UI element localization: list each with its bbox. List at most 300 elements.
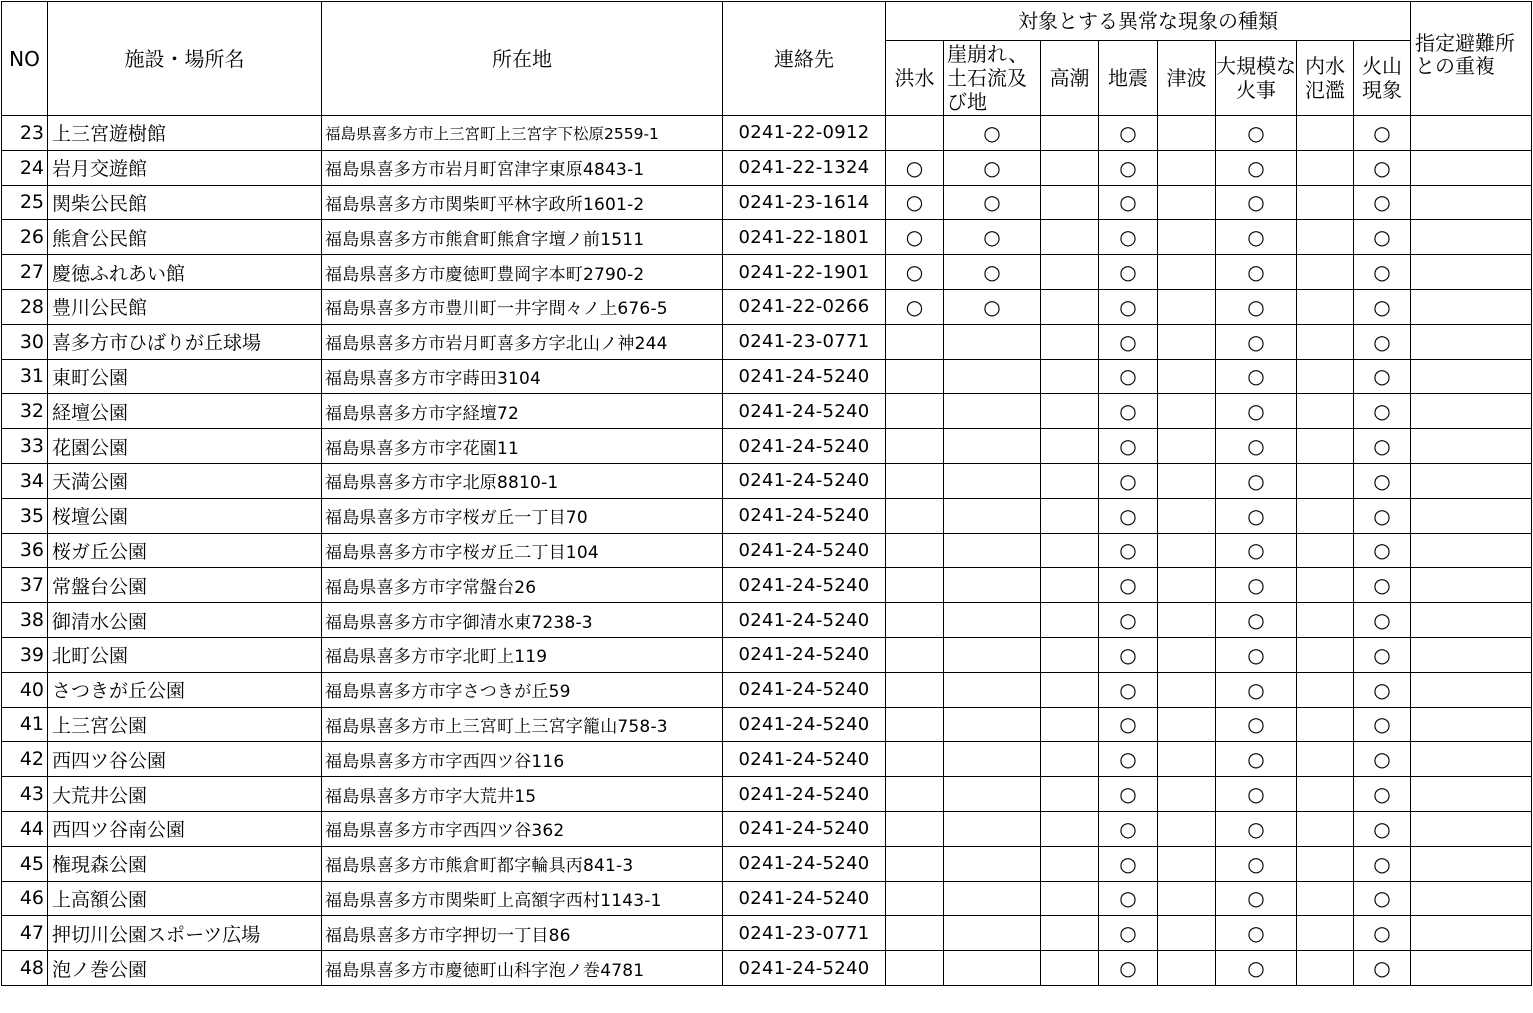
table-row [2, 916, 1532, 951]
row-no: 34 [2, 463, 48, 498]
contact-phone: 0241-23-0771 [723, 324, 886, 359]
facility-address: 福島県喜多方市字西四ツ谷116 [322, 742, 723, 777]
hazard-cell-empty [944, 846, 1041, 881]
hazard-mark: ○ [1354, 429, 1411, 464]
hazard-cell-empty [1041, 568, 1099, 603]
facility-name: 西四ツ谷公園 [48, 742, 322, 777]
facility-address: 福島県喜多方市字北町上119 [322, 637, 723, 672]
facility-name: 上三宮遊樹館 [48, 116, 322, 151]
hazard-mark: ○ [886, 255, 944, 290]
overlap-cell [1411, 707, 1532, 742]
hazard-mark: ○ [1216, 951, 1297, 986]
facility-address: 福島県喜多方市字大荒井15 [322, 777, 723, 812]
hazard-mark: ○ [1099, 916, 1158, 951]
header-facility: 施設・場所名 [48, 2, 322, 116]
hazard-mark: ○ [886, 150, 944, 185]
row-no: 26 [2, 220, 48, 255]
hazard-mark: ○ [1099, 637, 1158, 672]
hazard-mark: ○ [1354, 951, 1411, 986]
hazard-cell-empty [1041, 116, 1099, 151]
row-no: 38 [2, 603, 48, 638]
hazard-mark: ○ [944, 150, 1041, 185]
hazard-cell-empty [944, 742, 1041, 777]
facility-name: 常盤台公園 [48, 568, 322, 603]
hazard-cell-empty [886, 568, 944, 603]
hazard-cell-empty [944, 916, 1041, 951]
hazard-cell-empty [1297, 289, 1354, 324]
hazard-mark: ○ [1099, 881, 1158, 916]
overlap-cell [1411, 289, 1532, 324]
facility-name: 桜壇公園 [48, 498, 322, 533]
table-row [2, 429, 1532, 464]
hazard-cell-empty [1297, 359, 1354, 394]
table-row [2, 289, 1532, 324]
facility-address: 福島県喜多方市字花園11 [322, 429, 723, 464]
hazard-mark: ○ [1099, 116, 1158, 151]
hazard-mark: ○ [1354, 185, 1411, 220]
facility-address: 福島県喜多方市字桜ガ丘二丁目104 [322, 533, 723, 568]
hazard-mark: ○ [944, 255, 1041, 290]
hazard-cell-empty [1158, 220, 1216, 255]
hazard-cell-empty [1041, 185, 1099, 220]
hazard-cell-empty [944, 324, 1041, 359]
contact-phone: 0241-24-5240 [723, 881, 886, 916]
overlap-cell [1411, 255, 1532, 290]
hazard-cell-empty [1041, 916, 1099, 951]
facility-name: 岩月交遊館 [48, 150, 322, 185]
contact-phone: 0241-22-0266 [723, 289, 886, 324]
facility-address: 福島県喜多方市字常盤台26 [322, 568, 723, 603]
hazard-cell-empty [1041, 429, 1099, 464]
hazard-cell-empty [944, 533, 1041, 568]
table-row [2, 359, 1532, 394]
hazard-cell-empty [886, 672, 944, 707]
contact-phone: 0241-24-5240 [723, 568, 886, 603]
table-row [2, 811, 1532, 846]
facility-address: 福島県喜多方市上三宮町上三宮字下松原2559-1 [322, 116, 723, 151]
facility-name: 上三宮公園 [48, 707, 322, 742]
contact-phone: 0241-22-1324 [723, 150, 886, 185]
contact-phone: 0241-24-5240 [723, 429, 886, 464]
hazard-cell-empty [944, 568, 1041, 603]
contact-phone: 0241-24-5240 [723, 637, 886, 672]
facility-address: 福島県喜多方市岩月町喜多方字北山ノ神244 [322, 324, 723, 359]
contact-phone: 0241-24-5240 [723, 463, 886, 498]
table-row [2, 568, 1532, 603]
row-no: 32 [2, 394, 48, 429]
hazard-cell-empty [1158, 324, 1216, 359]
overlap-cell [1411, 603, 1532, 638]
header-hazard-group: 対象とする異常な現象の種類 [886, 2, 1411, 41]
row-no: 27 [2, 255, 48, 290]
hazard-cell-empty [1297, 498, 1354, 533]
hazard-cell-empty [944, 603, 1041, 638]
hazard-cell-empty [1041, 150, 1099, 185]
hazard-mark: ○ [944, 185, 1041, 220]
table-row [2, 707, 1532, 742]
hazard-cell-empty [1297, 429, 1354, 464]
facility-name: 大荒井公園 [48, 777, 322, 812]
hazard-cell-empty [886, 498, 944, 533]
facility-address: 福島県喜多方市字蒔田3104 [322, 359, 723, 394]
facility-name: 慶徳ふれあい館 [48, 255, 322, 290]
hazard-mark: ○ [1099, 324, 1158, 359]
facility-name: 東町公園 [48, 359, 322, 394]
hazard-cell-empty [1297, 603, 1354, 638]
hazard-cell-empty [1041, 394, 1099, 429]
row-no: 40 [2, 672, 48, 707]
hazard-cell-empty [1297, 324, 1354, 359]
overlap-cell [1411, 498, 1532, 533]
hazard-cell-empty [1158, 359, 1216, 394]
hazard-cell-empty [1158, 846, 1216, 881]
header-hazard-tsunami: 津波 [1158, 41, 1216, 116]
overlap-cell [1411, 185, 1532, 220]
hazard-mark: ○ [1099, 498, 1158, 533]
hazard-cell-empty [1297, 846, 1354, 881]
overlap-cell [1411, 777, 1532, 812]
row-no: 42 [2, 742, 48, 777]
row-no: 28 [2, 289, 48, 324]
hazard-mark: ○ [1354, 603, 1411, 638]
hazard-cell-empty [1297, 185, 1354, 220]
hazard-cell-empty [1297, 742, 1354, 777]
facility-name: 天満公園 [48, 463, 322, 498]
hazard-cell-empty [886, 463, 944, 498]
hazard-cell-empty [1041, 707, 1099, 742]
facility-name: 御清水公園 [48, 603, 322, 638]
contact-phone: 0241-24-5240 [723, 359, 886, 394]
overlap-cell [1411, 220, 1532, 255]
overlap-cell [1411, 533, 1532, 568]
facility-address: 福島県喜多方市字西四ツ谷362 [322, 811, 723, 846]
contact-phone: 0241-24-5240 [723, 533, 886, 568]
hazard-mark: ○ [1354, 672, 1411, 707]
facility-name: 喜多方市ひばりが丘球場 [48, 324, 322, 359]
hazard-cell-empty [1297, 568, 1354, 603]
hazard-cell-empty [1158, 533, 1216, 568]
hazard-mark: ○ [1216, 742, 1297, 777]
hazard-mark: ○ [1099, 463, 1158, 498]
hazard-mark: ○ [1354, 742, 1411, 777]
hazard-mark: ○ [1354, 498, 1411, 533]
hazard-mark: ○ [886, 220, 944, 255]
overlap-cell [1411, 811, 1532, 846]
hazard-cell-empty [1158, 742, 1216, 777]
hazard-cell-empty [1158, 777, 1216, 812]
hazard-cell-empty [1041, 359, 1099, 394]
hazard-cell-empty [1297, 394, 1354, 429]
hazard-cell-empty [1041, 463, 1099, 498]
contact-phone: 0241-24-5240 [723, 951, 886, 986]
contact-phone: 0241-22-0912 [723, 116, 886, 151]
hazard-mark: ○ [1216, 429, 1297, 464]
header-hazard-landslide: 崖崩れ、土石流及び地 [944, 41, 1041, 116]
facility-address: 福島県喜多方市熊倉町都字輪具丙841-3 [322, 846, 723, 881]
hazard-mark: ○ [1099, 568, 1158, 603]
hazard-cell-empty [886, 116, 944, 151]
overlap-cell [1411, 742, 1532, 777]
hazard-cell-empty [944, 498, 1041, 533]
header-hazard-large-fire: 大規模な火事 [1216, 41, 1297, 116]
hazard-mark: ○ [1216, 603, 1297, 638]
hazard-mark: ○ [1354, 637, 1411, 672]
hazard-mark: ○ [1354, 394, 1411, 429]
hazard-mark: ○ [1099, 150, 1158, 185]
hazard-cell-empty [1297, 533, 1354, 568]
overlap-cell [1411, 881, 1532, 916]
facility-address: 福島県喜多方市岩月町宮津字東原4843-1 [322, 150, 723, 185]
hazard-cell-empty [1297, 150, 1354, 185]
hazard-cell-empty [1297, 916, 1354, 951]
evacuation-site-table [1, 1, 1532, 986]
hazard-mark: ○ [886, 289, 944, 324]
facility-name: 関柴公民館 [48, 185, 322, 220]
overlap-cell [1411, 429, 1532, 464]
contact-phone: 0241-24-5240 [723, 777, 886, 812]
hazard-mark: ○ [944, 116, 1041, 151]
hazard-mark: ○ [1099, 289, 1158, 324]
hazard-cell-empty [1158, 951, 1216, 986]
hazard-mark: ○ [1216, 289, 1297, 324]
hazard-mark: ○ [886, 185, 944, 220]
table-row [2, 603, 1532, 638]
hazard-mark: ○ [1099, 811, 1158, 846]
hazard-mark: ○ [1216, 707, 1297, 742]
facility-name: 花園公園 [48, 429, 322, 464]
row-no: 47 [2, 916, 48, 951]
facility-name: 上高額公園 [48, 881, 322, 916]
overlap-cell [1411, 637, 1532, 672]
table-row [2, 777, 1532, 812]
hazard-mark: ○ [1099, 429, 1158, 464]
row-no: 45 [2, 846, 48, 881]
hazard-mark: ○ [1216, 846, 1297, 881]
hazard-mark: ○ [1216, 672, 1297, 707]
overlap-cell [1411, 951, 1532, 986]
hazard-cell-empty [944, 672, 1041, 707]
hazard-mark: ○ [1216, 220, 1297, 255]
hazard-cell-empty [1297, 255, 1354, 290]
row-no: 36 [2, 533, 48, 568]
hazard-mark: ○ [1099, 185, 1158, 220]
hazard-cell-empty [1158, 185, 1216, 220]
contact-phone: 0241-24-5240 [723, 846, 886, 881]
hazard-mark: ○ [1354, 881, 1411, 916]
facility-address: 福島県喜多方市豊川町一井字間々ノ上676-5 [322, 289, 723, 324]
contact-phone: 0241-23-1614 [723, 185, 886, 220]
overlap-cell [1411, 916, 1532, 951]
facility-address: 福島県喜多方市字御清水東7238-3 [322, 603, 723, 638]
overlap-cell [1411, 359, 1532, 394]
hazard-mark: ○ [1099, 533, 1158, 568]
hazard-cell-empty [1041, 498, 1099, 533]
hazard-mark: ○ [1216, 116, 1297, 151]
hazard-cell-empty [1158, 498, 1216, 533]
hazard-mark: ○ [1354, 568, 1411, 603]
hazard-cell-empty [886, 533, 944, 568]
facility-name: 熊倉公民館 [48, 220, 322, 255]
hazard-cell-empty [886, 777, 944, 812]
hazard-cell-empty [1041, 220, 1099, 255]
hazard-mark: ○ [1099, 603, 1158, 638]
hazard-mark: ○ [1099, 255, 1158, 290]
hazard-cell-empty [1297, 463, 1354, 498]
overlap-cell [1411, 846, 1532, 881]
contact-phone: 0241-24-5240 [723, 707, 886, 742]
row-no: 41 [2, 707, 48, 742]
hazard-cell-empty [1158, 603, 1216, 638]
hazard-cell-empty [944, 811, 1041, 846]
hazard-mark: ○ [1354, 463, 1411, 498]
hazard-cell-empty [1297, 637, 1354, 672]
hazard-cell-empty [1041, 777, 1099, 812]
facility-name: 権現森公園 [48, 846, 322, 881]
hazard-cell-empty [1158, 811, 1216, 846]
header-hazard-earthquake: 地震 [1099, 41, 1158, 116]
hazard-cell-empty [1041, 846, 1099, 881]
overlap-cell [1411, 568, 1532, 603]
hazard-mark: ○ [1216, 255, 1297, 290]
hazard-mark: ○ [1354, 846, 1411, 881]
hazard-cell-empty [886, 324, 944, 359]
hazard-mark: ○ [1354, 116, 1411, 151]
hazard-mark: ○ [944, 289, 1041, 324]
hazard-mark: ○ [1354, 359, 1411, 394]
hazard-cell-empty [1158, 637, 1216, 672]
table-row [2, 324, 1532, 359]
hazard-mark: ○ [1354, 811, 1411, 846]
hazard-cell-empty [1297, 777, 1354, 812]
hazard-cell-empty [886, 603, 944, 638]
hazard-mark: ○ [1216, 359, 1297, 394]
table-row [2, 394, 1532, 429]
hazard-cell-empty [886, 811, 944, 846]
table-row [2, 881, 1532, 916]
overlap-cell [1411, 394, 1532, 429]
facility-address: 福島県喜多方市字北原8810-1 [322, 463, 723, 498]
row-no: 48 [2, 951, 48, 986]
row-no: 35 [2, 498, 48, 533]
table-row [2, 498, 1532, 533]
header-address: 所在地 [322, 2, 723, 116]
header-no: NO [2, 2, 48, 116]
hazard-mark: ○ [1216, 463, 1297, 498]
facility-name: 押切川公園スポーツ広場 [48, 916, 322, 951]
row-no: 37 [2, 568, 48, 603]
hazard-mark: ○ [1216, 394, 1297, 429]
facility-address: 福島県喜多方市字桜ガ丘一丁目70 [322, 498, 723, 533]
facility-address: 福島県喜多方市字押切一丁目86 [322, 916, 723, 951]
hazard-cell-empty [1158, 429, 1216, 464]
table-row [2, 846, 1532, 881]
facility-name: 西四ツ谷南公園 [48, 811, 322, 846]
table-row [2, 255, 1532, 290]
hazard-cell-empty [1041, 603, 1099, 638]
hazard-cell-empty [886, 394, 944, 429]
table-row [2, 951, 1532, 986]
contact-phone: 0241-24-5240 [723, 394, 886, 429]
table-row [2, 637, 1532, 672]
hazard-mark: ○ [1354, 289, 1411, 324]
hazard-cell-empty [1158, 916, 1216, 951]
facility-address: 福島県喜多方市慶徳町山科字泡ノ巻4781 [322, 951, 723, 986]
facility-name: 泡ノ巻公園 [48, 951, 322, 986]
hazard-cell-empty [1297, 672, 1354, 707]
overlap-cell [1411, 324, 1532, 359]
hazard-cell-empty [1158, 394, 1216, 429]
hazard-cell-empty [886, 429, 944, 464]
hazard-cell-empty [1041, 637, 1099, 672]
contact-phone: 0241-24-5240 [723, 811, 886, 846]
contact-phone: 0241-22-1901 [723, 255, 886, 290]
hazard-cell-empty [1041, 255, 1099, 290]
facility-name: 桜ガ丘公園 [48, 533, 322, 568]
hazard-cell-empty [1041, 951, 1099, 986]
row-no: 43 [2, 777, 48, 812]
hazard-cell-empty [944, 359, 1041, 394]
table-body [2, 116, 1532, 986]
hazard-cell-empty [886, 881, 944, 916]
hazard-cell-empty [886, 742, 944, 777]
hazard-cell-empty [1041, 672, 1099, 707]
hazard-mark: ○ [1099, 846, 1158, 881]
overlap-cell [1411, 150, 1532, 185]
hazard-cell-empty [944, 881, 1041, 916]
hazard-cell-empty [1158, 881, 1216, 916]
header-hazard-flood: 洪水 [886, 41, 944, 116]
hazard-cell-empty [1158, 150, 1216, 185]
hazard-cell-empty [1158, 289, 1216, 324]
table-row [2, 116, 1532, 151]
row-no: 30 [2, 324, 48, 359]
hazard-cell-empty [1041, 533, 1099, 568]
hazard-cell-empty [1158, 707, 1216, 742]
hazard-mark: ○ [1354, 220, 1411, 255]
hazard-cell-empty [1041, 324, 1099, 359]
hazard-mark: ○ [1216, 533, 1297, 568]
facility-address: 福島県喜多方市上三宮町上三宮字籠山758-3 [322, 707, 723, 742]
hazard-mark: ○ [1354, 777, 1411, 812]
facility-name: 北町公園 [48, 637, 322, 672]
hazard-cell-empty [1041, 289, 1099, 324]
table-row [2, 220, 1532, 255]
overlap-cell [1411, 463, 1532, 498]
hazard-cell-empty [1041, 881, 1099, 916]
row-no: 46 [2, 881, 48, 916]
hazard-cell-empty [1041, 811, 1099, 846]
facility-address: 福島県喜多方市字経壇72 [322, 394, 723, 429]
contact-phone: 0241-24-5240 [723, 672, 886, 707]
hazard-mark: ○ [1216, 777, 1297, 812]
row-no: 24 [2, 150, 48, 185]
hazard-cell-empty [886, 846, 944, 881]
hazard-cell-empty [1297, 881, 1354, 916]
hazard-mark: ○ [1099, 359, 1158, 394]
hazard-mark: ○ [1216, 881, 1297, 916]
hazard-mark: ○ [1354, 324, 1411, 359]
table-row [2, 672, 1532, 707]
facility-address: 福島県喜多方市慶徳町豊岡字本町2790-2 [322, 255, 723, 290]
facility-address: 福島県喜多方市字さつきが丘59 [322, 672, 723, 707]
header-hazard-inland-flood: 内水氾濫 [1297, 41, 1354, 116]
hazard-cell-empty [1158, 116, 1216, 151]
hazard-mark: ○ [1099, 672, 1158, 707]
contact-phone: 0241-24-5240 [723, 498, 886, 533]
contact-phone: 0241-24-5240 [723, 603, 886, 638]
row-no: 25 [2, 185, 48, 220]
hazard-mark: ○ [1354, 707, 1411, 742]
